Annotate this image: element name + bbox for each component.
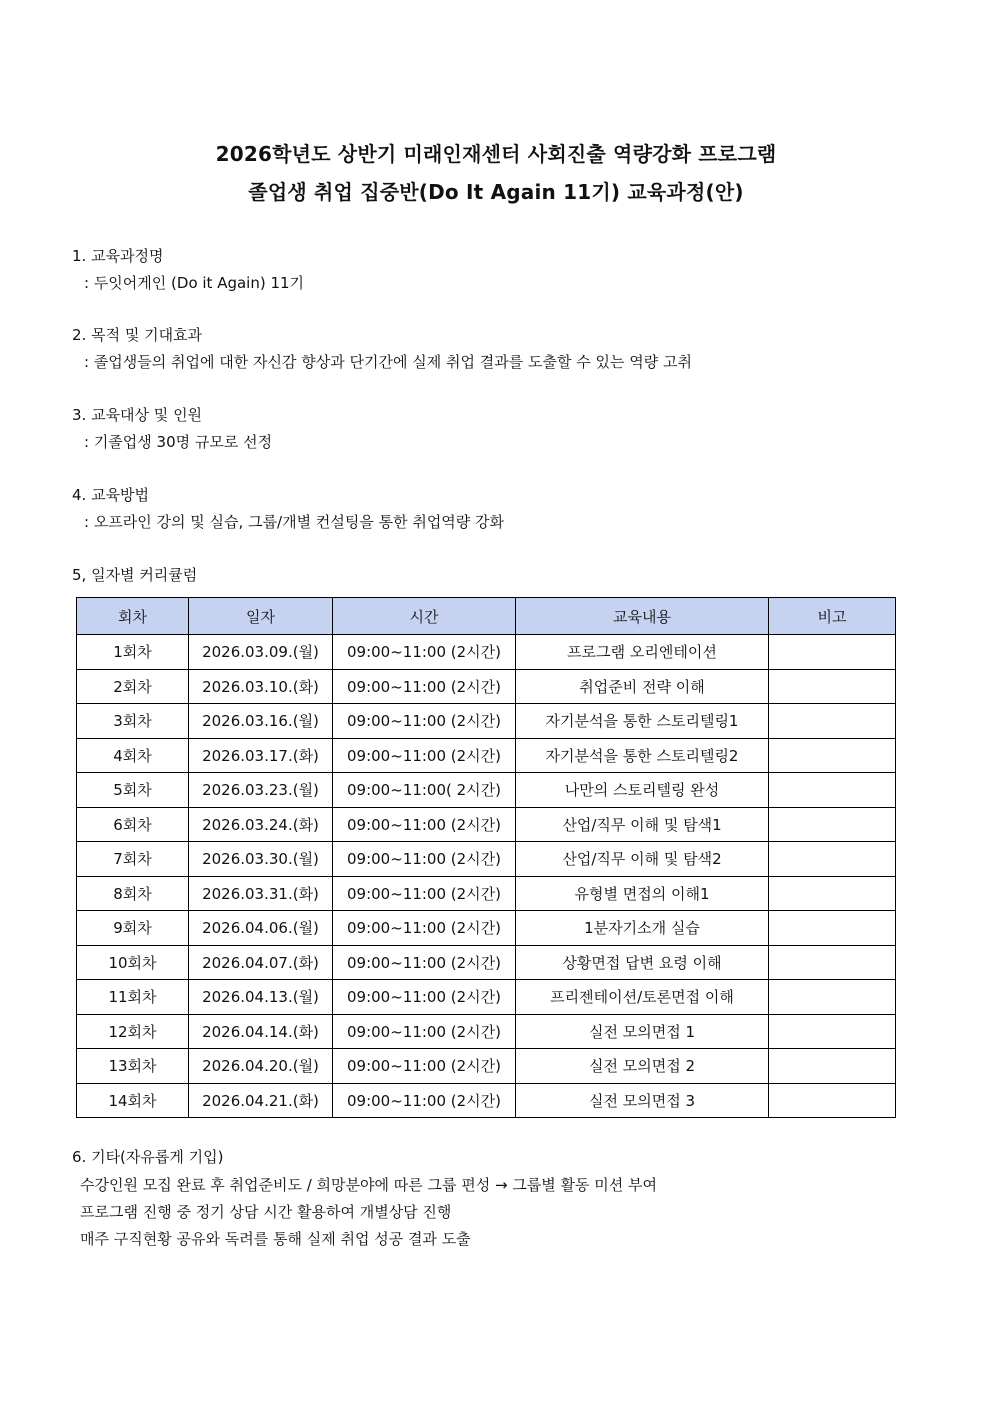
- table-row: [77, 1049, 896, 1084]
- time-cell: 09:00~11:00 (2시간): [333, 911, 516, 946]
- note-cell: [769, 704, 896, 739]
- column-header-content: 교육내용: [516, 598, 769, 635]
- session-cell: 8회차: [77, 876, 189, 911]
- session-cell: 13회차: [77, 1049, 189, 1084]
- section-4-heading: 4. 교육방법: [72, 486, 150, 504]
- content-cell: 프로그램 오리엔테이션: [516, 635, 769, 670]
- date-cell: 2026.04.14.(화): [189, 1014, 333, 1049]
- section-1-heading: 1. 교육과정명: [72, 247, 164, 265]
- note-cell: [769, 876, 896, 911]
- content-cell: 산업/직무 이해 및 탐색2: [516, 842, 769, 877]
- content-cell: 유형별 면접의 이해1: [516, 876, 769, 911]
- session-cell: 4회차: [77, 738, 189, 773]
- section-4-content: : 오프라인 강의 및 실습, 그룹/개별 컨설팅을 통한 취업역량 강화: [84, 513, 505, 531]
- section-3-heading: 3. 교육대상 및 인원: [72, 406, 203, 424]
- section-6-heading: 6. 기타(자유롭게 기입): [72, 1148, 224, 1166]
- column-header-time: 시간: [333, 598, 516, 635]
- note-cell: [769, 738, 896, 773]
- table-row: [77, 1014, 896, 1049]
- section-2-content: : 졸업생들의 취업에 대한 자신감 향상과 단기간에 실제 취업 결과를 도출할 수 있는 역량 고취: [84, 353, 692, 371]
- session-cell: 1회차: [77, 635, 189, 670]
- section-3-content: : 기졸업생 30명 규모로 선정: [84, 433, 273, 451]
- date-cell: 2026.04.06.(월): [189, 911, 333, 946]
- curriculum-table: [76, 597, 896, 1118]
- time-cell: 09:00~11:00 (2시간): [333, 842, 516, 877]
- other-line-2: 프로그램 진행 중 정기 상담 시간 활용하여 개별상담 진행: [80, 1203, 452, 1221]
- note-cell: [769, 635, 896, 670]
- content-cell: 실전 모의면접 3: [516, 1083, 769, 1118]
- table-body: [77, 635, 896, 1118]
- table-row: [77, 807, 896, 842]
- date-cell: 2026.03.30.(월): [189, 842, 333, 877]
- note-cell: [769, 669, 896, 704]
- column-header-session: 회차: [77, 598, 189, 635]
- date-cell: 2026.03.17.(화): [189, 738, 333, 773]
- table-row: [77, 980, 896, 1015]
- session-cell: 12회차: [77, 1014, 189, 1049]
- session-cell: 7회차: [77, 842, 189, 877]
- session-cell: 14회차: [77, 1083, 189, 1118]
- content-cell: 자기분석을 통한 스토리텔링1: [516, 704, 769, 739]
- date-cell: 2026.04.07.(화): [189, 945, 333, 980]
- date-cell: 2026.03.09.(월): [189, 635, 333, 670]
- table-row: [77, 876, 896, 911]
- date-cell: 2026.03.24.(화): [189, 807, 333, 842]
- session-cell: 6회차: [77, 807, 189, 842]
- content-cell: 산업/직무 이해 및 탐색1: [516, 807, 769, 842]
- time-cell: 09:00~11:00 (2시간): [333, 738, 516, 773]
- note-cell: [769, 1083, 896, 1118]
- time-cell: 09:00~11:00 (2시간): [333, 704, 516, 739]
- date-cell: 2026.04.13.(월): [189, 980, 333, 1015]
- table-row: [77, 704, 896, 739]
- table-row: [77, 635, 896, 670]
- column-header-date: 일자: [189, 598, 333, 635]
- document-title-line1: 2026학년도 상반기 미래인재센터 사회진출 역량강화 프로그램: [215, 142, 777, 166]
- time-cell: 09:00~11:00 (2시간): [333, 807, 516, 842]
- session-cell: 11회차: [77, 980, 189, 1015]
- note-cell: [769, 807, 896, 842]
- table-row: [77, 669, 896, 704]
- section-1-content: : 두잇어게인 (Do it Again) 11기: [84, 274, 305, 292]
- column-header-note: 비고: [769, 598, 896, 635]
- note-cell: [769, 945, 896, 980]
- date-cell: 2026.03.23.(월): [189, 773, 333, 808]
- date-cell: 2026.03.16.(월): [189, 704, 333, 739]
- table-header-row: [77, 598, 896, 635]
- other-line-3: 매주 구직현황 공유와 독려를 통해 실제 취업 성공 결과 도출: [80, 1230, 471, 1248]
- content-cell: 취업준비 전략 이해: [516, 669, 769, 704]
- time-cell: 09:00~11:00 (2시간): [333, 1049, 516, 1084]
- table-row: [77, 842, 896, 877]
- content-cell: 실전 모의면접 1: [516, 1014, 769, 1049]
- note-cell: [769, 1014, 896, 1049]
- date-cell: 2026.04.21.(화): [189, 1083, 333, 1118]
- date-cell: 2026.03.10.(화): [189, 669, 333, 704]
- note-cell: [769, 980, 896, 1015]
- section-5-heading: 5, 일자별 커리큘럼: [72, 566, 198, 584]
- note-cell: [769, 1049, 896, 1084]
- content-cell: 1분자기소개 실습: [516, 911, 769, 946]
- note-cell: [769, 911, 896, 946]
- session-cell: 5회차: [77, 773, 189, 808]
- table-row: [77, 945, 896, 980]
- time-cell: 09:00~11:00 (2시간): [333, 945, 516, 980]
- table-row: [77, 738, 896, 773]
- content-cell: 나만의 스토리텔링 완성: [516, 773, 769, 808]
- document-title-line2: 졸업생 취업 집중반(Do It Again 11기) 교육과정(안): [248, 180, 744, 204]
- table-row: [77, 1083, 896, 1118]
- time-cell: 09:00~11:00 (2시간): [333, 669, 516, 704]
- content-cell: 프리젠테이션/토론면접 이해: [516, 980, 769, 1015]
- time-cell: 09:00~11:00 (2시간): [333, 876, 516, 911]
- date-cell: 2026.04.20.(월): [189, 1049, 333, 1084]
- table-row: [77, 773, 896, 808]
- time-cell: 09:00~11:00 (2시간): [333, 635, 516, 670]
- note-cell: [769, 842, 896, 877]
- session-cell: 9회차: [77, 911, 189, 946]
- other-line-1: 수강인원 모집 완료 후 취업준비도 / 희망분야에 따른 그룹 편성 → 그룹별 활동 미션 부여: [80, 1176, 658, 1194]
- note-cell: [769, 773, 896, 808]
- session-cell: 3회차: [77, 704, 189, 739]
- time-cell: 09:00~11:00 (2시간): [333, 980, 516, 1015]
- time-cell: 09:00~11:00( 2시간): [333, 773, 516, 808]
- session-cell: 2회차: [77, 669, 189, 704]
- content-cell: 자기분석을 통한 스토리텔링2: [516, 738, 769, 773]
- session-cell: 10회차: [77, 945, 189, 980]
- time-cell: 09:00~11:00 (2시간): [333, 1083, 516, 1118]
- content-cell: 실전 모의면접 2: [516, 1049, 769, 1084]
- date-cell: 2026.03.31.(화): [189, 876, 333, 911]
- table-row: [77, 911, 896, 946]
- section-2-heading: 2. 목적 및 기대효과: [72, 326, 203, 344]
- content-cell: 상황면접 답변 요령 이해: [516, 945, 769, 980]
- time-cell: 09:00~11:00 (2시간): [333, 1014, 516, 1049]
